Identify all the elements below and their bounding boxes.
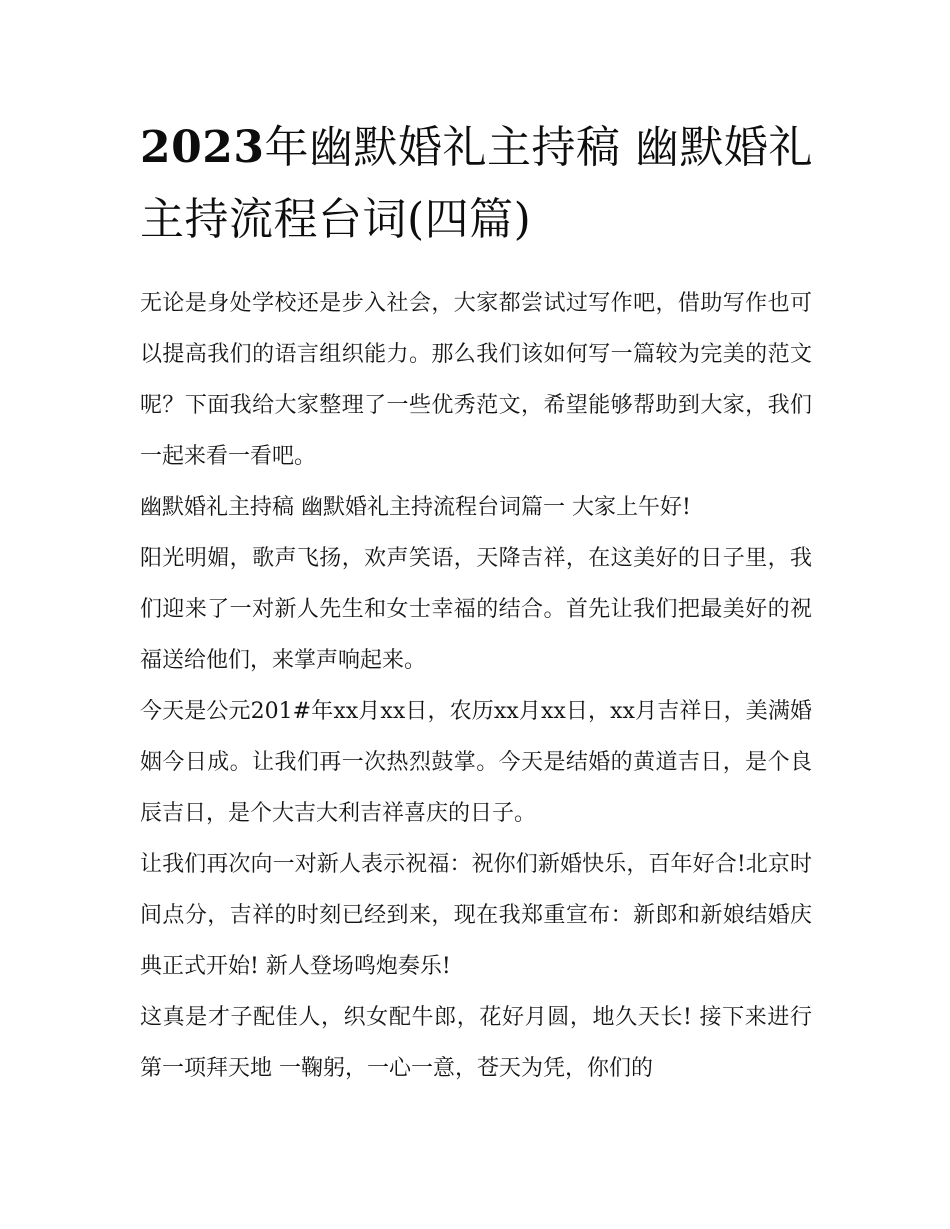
section-heading-paragraph: 幽默婚礼主持稿 幽默婚礼主持流程台词篇一 大家上午好! [140,495,691,520]
body-paragraph: 让我们再次向一对新人表示祝福：祝你们新婚快乐，百年好合!北京时间点分，吉祥的时刻已经到来，现在我郑重宣布：新郎和新娘结婚庆典正式开始! 新人登场鸣炮奏乐! [140,852,812,979]
title-text: 年幽默婚礼主持稿 幽默婚礼主持流程台词(四篇) [140,122,813,245]
body-paragraph: 阳光明媚，歌声飞扬，欢声笑语，天降吉祥，在这美好的日子里，我们迎来了一对新人先生和女士幸福的结合。首先让我们把最美好的祝福送给他们，来掌声响起来。 [140,546,812,673]
document-body [140,278,812,1094]
intro-paragraph: 无论是身处学校还是步入社会，大家都尝试过写作吧，借助写作也可以提高我们的语言组织能力。那么我们该如何写一篇较为完美的范文呢？下面我给大家整理了一些优秀范文，希望能够帮助到大家，我们一起来看一看吧。 [140,291,812,469]
body-paragraph: 今天是公元201#年xx月xx日，农历xx月xx日，xx月吉祥日，美满婚姻今日成。让我们再一次热烈鼓掌。今天是结婚的黄道吉日，是个良辰吉日，是个大吉大利吉祥喜庆的日子。 [140,699,812,826]
document-title [140,112,820,256]
body-paragraph: 这真是才子配佳人，织女配牛郎，花好月圆，地久天长! 接下来进行第一项拜天地 一鞠躬，一心一意，苍天为凭，你们的 [140,1005,812,1081]
title-year: 2023 [140,122,265,173]
